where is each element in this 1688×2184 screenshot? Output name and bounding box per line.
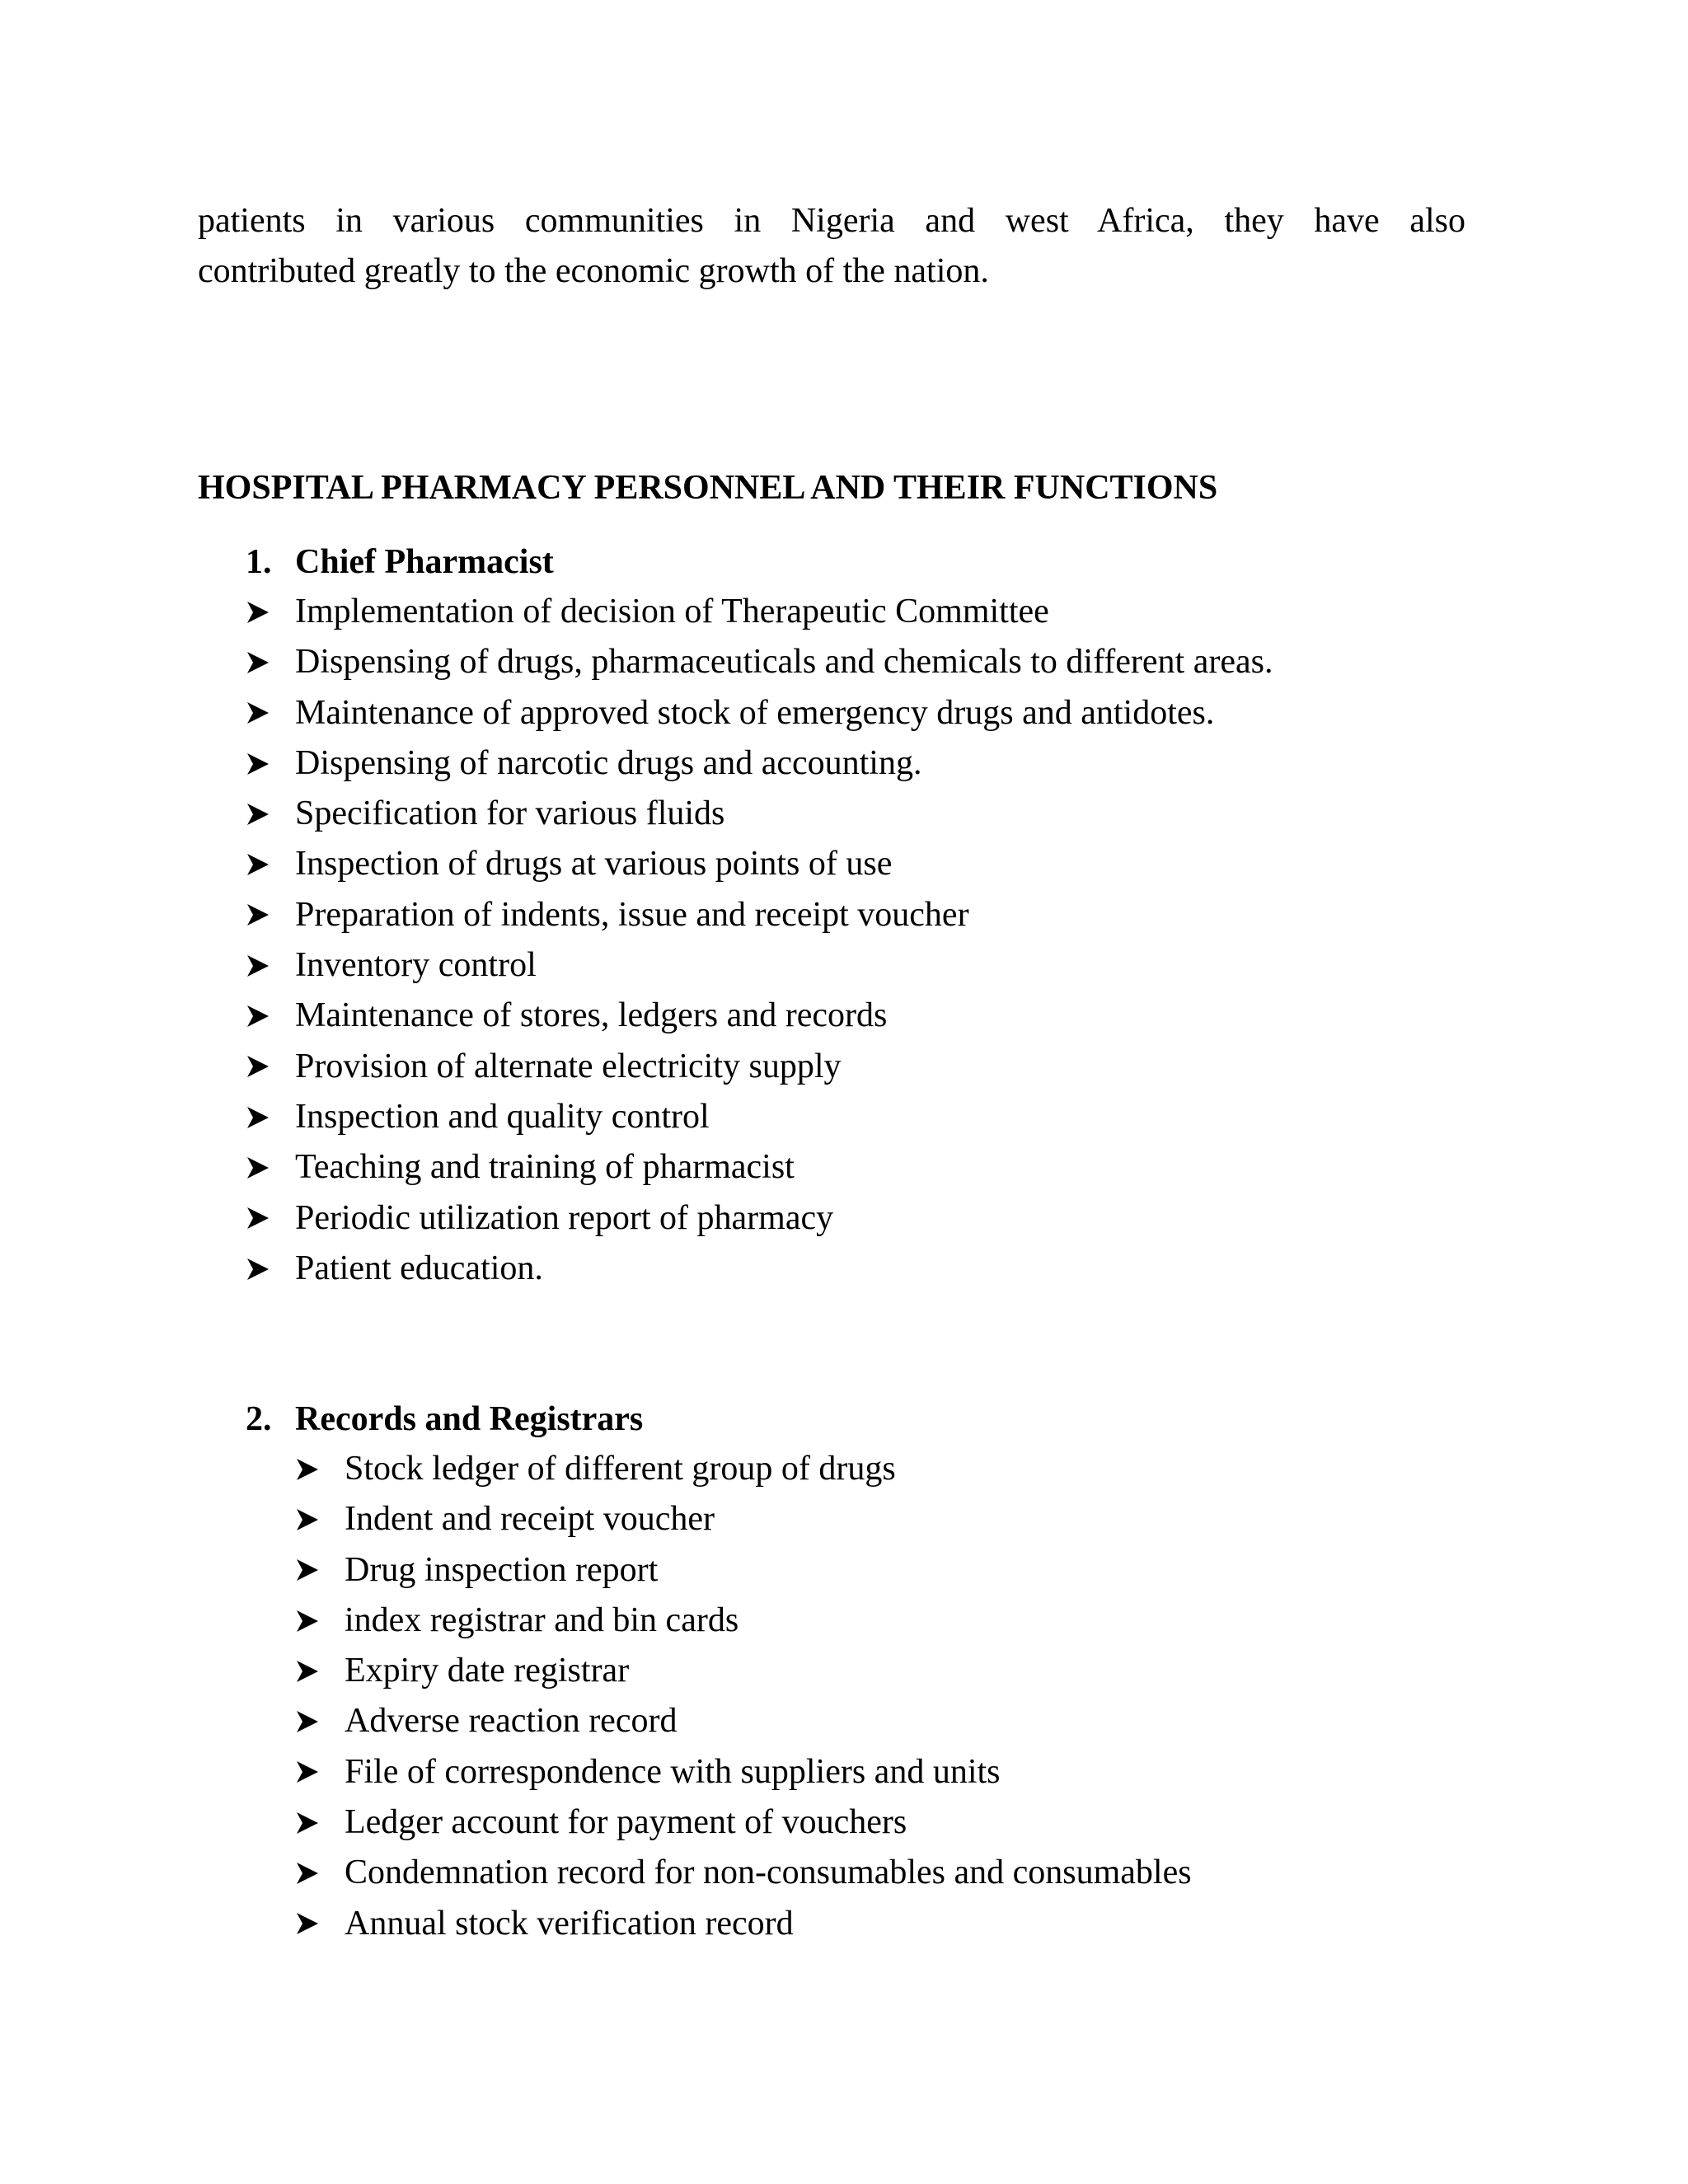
arrowhead-bullet-icon — [295, 1747, 328, 1797]
list-item-text: Maintenance of approved stock of emergency drugs and antidotes. — [295, 693, 1215, 732]
list-item-text: Expiry date registrar — [345, 1652, 630, 1690]
list-item — [246, 991, 1482, 1041]
arrowhead-bullet-icon — [246, 1042, 279, 1092]
list-item — [246, 1244, 1482, 1294]
intro-line-1: patients in various communities in Nigeria and west Africa, they have also — [198, 202, 1465, 240]
list-item-text: Inspection of drugs at various points of use — [295, 845, 893, 883]
arrowhead-bullet-icon — [246, 1092, 279, 1142]
list-item-text: Preparation of indents, issue and receipt voucher — [295, 895, 969, 934]
arrowhead-bullet-icon — [295, 1596, 328, 1646]
list-item-text: Drug inspection report — [345, 1550, 659, 1589]
list-item-text: Patient education. — [295, 1249, 543, 1287]
arrowhead-bullet-icon — [295, 1646, 328, 1696]
list-item-text: Annual stock verification record — [345, 1904, 794, 1943]
section-1-list — [246, 587, 1482, 1294]
list-item-text: Stock ledger of different group of drugs — [345, 1450, 896, 1488]
arrowhead-bullet-icon — [295, 1444, 328, 1494]
list-item — [246, 587, 1482, 637]
section-2-title — [246, 1394, 1235, 1444]
list-item — [246, 1092, 1482, 1142]
arrowhead-bullet-icon — [246, 789, 279, 839]
arrowhead-bullet-icon — [295, 1696, 328, 1746]
list-item-text: Ledger account for payment of vouchers — [345, 1803, 907, 1842]
list-item — [246, 738, 1482, 789]
list-item — [295, 1848, 1482, 1898]
list-item — [295, 1545, 1482, 1596]
arrowhead-bullet-icon — [246, 839, 279, 889]
section-1-title-text: Chief Pharmacist — [295, 543, 554, 581]
list-item — [246, 839, 1482, 889]
section-heading: HOSPITAL PHARMACY PERSONNEL AND THEIR FUNCTIONS — [198, 469, 1218, 507]
section-2-number: 2. — [246, 1400, 272, 1438]
arrowhead-bullet-icon — [246, 940, 279, 991]
list-item-text: Dispensing of drugs, pharmaceuticals and chemicals to different areas. — [295, 643, 1273, 682]
arrowhead-bullet-icon — [246, 587, 279, 637]
list-item-text: Inventory control — [295, 946, 537, 985]
intro-line-2: contributed greatly to the economic growth of the nation. — [198, 252, 989, 290]
arrowhead-bullet-icon — [295, 1797, 328, 1848]
arrowhead-bullet-icon — [246, 991, 279, 1041]
arrowhead-bullet-icon — [246, 738, 279, 789]
list-item-text: File of correspondence with suppliers and units — [345, 1752, 1001, 1791]
list-item — [246, 637, 1482, 687]
arrowhead-bullet-icon — [295, 1545, 328, 1596]
arrowhead-bullet-icon — [246, 890, 279, 940]
arrowhead-bullet-icon — [295, 1848, 328, 1898]
list-item-text: index registrar and bin cards — [345, 1601, 739, 1639]
list-item-text: Provision of alternate electricity supply — [295, 1047, 842, 1085]
section-2-title-text: Records and Registrars — [295, 1400, 644, 1438]
arrowhead-bullet-icon — [295, 1494, 328, 1544]
list-item — [246, 789, 1482, 839]
list-item — [246, 1142, 1482, 1193]
section-2-list — [295, 1444, 1482, 1949]
list-item — [246, 1193, 1482, 1244]
list-item — [246, 1042, 1482, 1092]
list-item-text: Implementation of decision of Therapeutic Committee — [295, 593, 1049, 630]
section-1-title — [246, 537, 1235, 587]
list-item — [295, 1494, 1482, 1544]
list-item-text: Condemnation record for non-consumables and consumables — [345, 1854, 1192, 1892]
arrowhead-bullet-icon — [246, 688, 279, 738]
list-item — [246, 688, 1482, 738]
list-item — [295, 1747, 1482, 1797]
arrowhead-bullet-icon — [246, 1142, 279, 1193]
arrowhead-bullet-icon — [246, 1244, 279, 1294]
arrowhead-bullet-icon — [246, 637, 279, 687]
list-item — [295, 1696, 1482, 1746]
list-item — [295, 1444, 1482, 1494]
list-item — [246, 940, 1482, 991]
list-item — [246, 890, 1482, 940]
section-1-number: 1. — [246, 543, 272, 581]
list-item-text: Teaching and training of pharmacist — [295, 1148, 795, 1187]
list-item-text: Specification for various fluids — [295, 794, 725, 833]
list-item-text: Maintenance of stores, ledgers and records — [295, 996, 888, 1035]
list-item-text: Periodic utilization report of pharmacy — [295, 1198, 834, 1237]
list-item-text: Dispensing of narcotic drugs and accounting. — [295, 743, 922, 782]
list-item — [295, 1899, 1482, 1949]
list-item — [295, 1797, 1482, 1848]
arrowhead-bullet-icon — [246, 1193, 279, 1244]
list-item-text: Adverse reaction record — [345, 1702, 678, 1741]
intro-paragraph — [198, 196, 1465, 297]
list-item-text: Indent and receipt voucher — [345, 1500, 715, 1539]
list-item-text: Inspection and quality control — [295, 1097, 710, 1136]
list-item — [295, 1596, 1482, 1646]
list-item — [295, 1646, 1482, 1696]
arrowhead-bullet-icon — [295, 1899, 328, 1949]
